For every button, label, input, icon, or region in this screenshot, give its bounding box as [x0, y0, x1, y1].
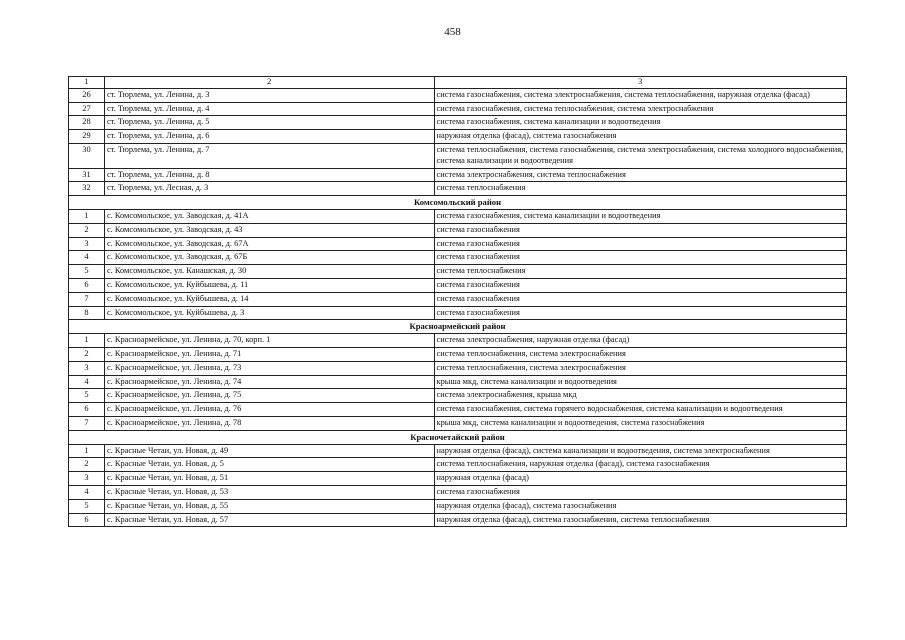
row-works: система газоснабжения [434, 223, 846, 237]
row-address: с. Красноармейское, ул. Ленина, д. 74 [104, 375, 434, 389]
row-address: ст. Тюрлема, ул. Ленина, д. 6 [104, 130, 434, 144]
row-address: ст. Тюрлема, ул. Ленина, д. 8 [104, 168, 434, 182]
table-row [69, 513, 847, 527]
table-row [69, 444, 847, 458]
row-works: крыша мкд, система канализации и водоотведения [434, 375, 846, 389]
row-number: 5 [69, 265, 105, 279]
row-address: с. Красные Четаи, ул. Новая, д. 51 [104, 472, 434, 486]
row-number: 1 [69, 444, 105, 458]
row-address: с. Красноармейское, ул. Ленина, д. 78 [104, 416, 434, 430]
table-row [69, 265, 847, 279]
table-row [69, 306, 847, 320]
row-works: система газоснабжения, система канализации и водоотведения [434, 209, 846, 223]
row-address: с. Комсомольское, ул. Куйбышева, д. 14 [104, 292, 434, 306]
row-number: 4 [69, 375, 105, 389]
row-works: наружная отделка (фасад) [434, 472, 846, 486]
row-number: 6 [69, 278, 105, 292]
row-number: 2 [69, 223, 105, 237]
page-number: 458 [444, 26, 461, 38]
row-works: система газоснабжения, система электроснабжения, система теплоснабжения, наружная отделка (фасад) [434, 88, 846, 102]
row-address: ст. Тюрлема, ул. Лесная, д. 3 [104, 182, 434, 196]
table-row [69, 168, 847, 182]
row-address: с. Красные Четаи, ул. Новая, д. 5 [104, 458, 434, 472]
row-address: с. Красные Четаи, ул. Новая, д. 49 [104, 444, 434, 458]
table-row [69, 334, 847, 348]
table-row [69, 347, 847, 361]
row-address: с. Красные Четаи, ул. Новая, д. 53 [104, 485, 434, 499]
row-number: 30 [69, 143, 105, 168]
works-table [68, 76, 847, 527]
table-row [69, 278, 847, 292]
row-number: 5 [69, 499, 105, 513]
row-address: с. Комсомольское, ул. Куйбышева, д. 11 [104, 278, 434, 292]
district-section-row [69, 430, 847, 444]
row-number: 6 [69, 403, 105, 417]
row-number: 6 [69, 513, 105, 527]
row-number: 7 [69, 292, 105, 306]
row-number: 29 [69, 130, 105, 144]
row-works: система газоснабжения [434, 251, 846, 265]
table-row [69, 499, 847, 513]
row-address: ст. Тюрлема, ул. Ленина, д. 3 [104, 88, 434, 102]
table-row [69, 485, 847, 499]
table-row [69, 182, 847, 196]
table-row [69, 416, 847, 430]
row-address: с. Красноармейское, ул. Ленина, д. 76 [104, 403, 434, 417]
table-row [69, 403, 847, 417]
row-address: с. Комсомольское, ул. Заводская, д. 43 [104, 223, 434, 237]
row-works: система газоснабжения [434, 237, 846, 251]
table-row [69, 389, 847, 403]
row-works: система электроснабжения, крыша мкд [434, 389, 846, 403]
row-works: наружная отделка (фасад), система канализации и водоотведения, система электроснабжения [434, 444, 846, 458]
row-number: 2 [69, 347, 105, 361]
row-number: 26 [69, 88, 105, 102]
row-number: 3 [69, 472, 105, 486]
row-number: 4 [69, 485, 105, 499]
table-row [69, 251, 847, 265]
row-works: система газоснабжения, система горячего водоснабжения, система канализации и водоотведения [434, 403, 846, 417]
row-address: с. Красноармейское, ул. Ленина, д. 73 [104, 361, 434, 375]
row-address: с. Комсомольское, ул. Заводская, д. 41А [104, 209, 434, 223]
row-works: наружная отделка (фасад), система газоснабжения, система теплоснабжения [434, 513, 846, 527]
table-row [69, 472, 847, 486]
row-works: наружная отделка (фасад), система газоснабжения [434, 499, 846, 513]
table-row [69, 143, 847, 168]
table-row [69, 375, 847, 389]
row-works: система теплоснабжения [434, 265, 846, 279]
table-row [69, 361, 847, 375]
row-number: 4 [69, 251, 105, 265]
district-title: Комсомольский район [69, 196, 847, 210]
row-address: ст. Тюрлема, ул. Ленина, д. 4 [104, 102, 434, 116]
table-row [69, 223, 847, 237]
row-address: с. Комсомольское, ул. Заводская, д. 67А [104, 237, 434, 251]
row-address: с. Красноармейское, ул. Ленина, д. 70, корп. 1 [104, 334, 434, 348]
row-number: 28 [69, 116, 105, 130]
row-works: система газоснабжения [434, 306, 846, 320]
row-works: система газоснабжения [434, 485, 846, 499]
row-number: 31 [69, 168, 105, 182]
table-row [69, 116, 847, 130]
table-row [69, 102, 847, 116]
table-row [69, 458, 847, 472]
row-address: с. Красные Четаи, ул. Новая, д. 57 [104, 513, 434, 527]
row-address: с. Красные Четаи, ул. Новая, д. 55 [104, 499, 434, 513]
row-number: 5 [69, 389, 105, 403]
row-address: с. Красноармейское, ул. Ленина, д. 71 [104, 347, 434, 361]
row-number: 8 [69, 306, 105, 320]
row-works: крыша мкд, система канализации и водоотведения, система газоснабжения [434, 416, 846, 430]
row-address: с. Красноармейское, ул. Ленина, д. 75 [104, 389, 434, 403]
row-number: 3 [69, 237, 105, 251]
district-section-row [69, 320, 847, 334]
row-address: с. Комсомольское, ул. Канашская, д. 30 [104, 265, 434, 279]
row-works: система теплоснабжения, система электроснабжения [434, 347, 846, 361]
district-title: Красночетайский район [69, 430, 847, 444]
row-number: 7 [69, 416, 105, 430]
row-number: 3 [69, 361, 105, 375]
row-address: с. Комсомольское, ул. Заводская, д. 67Б [104, 251, 434, 265]
table-header-row [69, 77, 847, 89]
header-cell-works: 3 [434, 77, 846, 89]
table-body [69, 77, 847, 527]
table-row [69, 88, 847, 102]
district-section-row [69, 196, 847, 210]
row-works: система теплоснабжения, наружная отделка (фасад), система газоснабжения [434, 458, 846, 472]
row-address: ст. Тюрлема, ул. Ленина, д. 7 [104, 143, 434, 168]
row-works: система газоснабжения, система теплоснабжения, система электроснабжения [434, 102, 846, 116]
row-works: система газоснабжения [434, 292, 846, 306]
row-number: 2 [69, 458, 105, 472]
table-row [69, 237, 847, 251]
table-row [69, 209, 847, 223]
row-number: 1 [69, 334, 105, 348]
table-row [69, 292, 847, 306]
row-works: система электроснабжения, система теплоснабжения [434, 168, 846, 182]
row-works: система газоснабжения, система канализации и водоотведения [434, 116, 846, 130]
row-works: система теплоснабжения [434, 182, 846, 196]
row-address: с. Комсомольское, ул. Куйбышева, д. 3 [104, 306, 434, 320]
row-works: система газоснабжения [434, 278, 846, 292]
table-row [69, 130, 847, 144]
row-address: ст. Тюрлема, ул. Ленина, д. 5 [104, 116, 434, 130]
row-works: система теплоснабжения, система газоснабжения, система электроснабжения, система холодного водоснабжения, система канализации и водоотведения [434, 143, 846, 168]
header-cell-address: 2 [104, 77, 434, 89]
row-number: 27 [69, 102, 105, 116]
row-works: наружная отделка (фасад), система газоснабжения [434, 130, 846, 144]
row-number: 32 [69, 182, 105, 196]
header-cell-number: 1 [69, 77, 105, 89]
row-number: 1 [69, 209, 105, 223]
district-title: Красноармейский район [69, 320, 847, 334]
row-works: система электроснабжения, наружная отделка (фасад) [434, 334, 846, 348]
row-works: система теплоснабжения, система электроснабжения [434, 361, 846, 375]
